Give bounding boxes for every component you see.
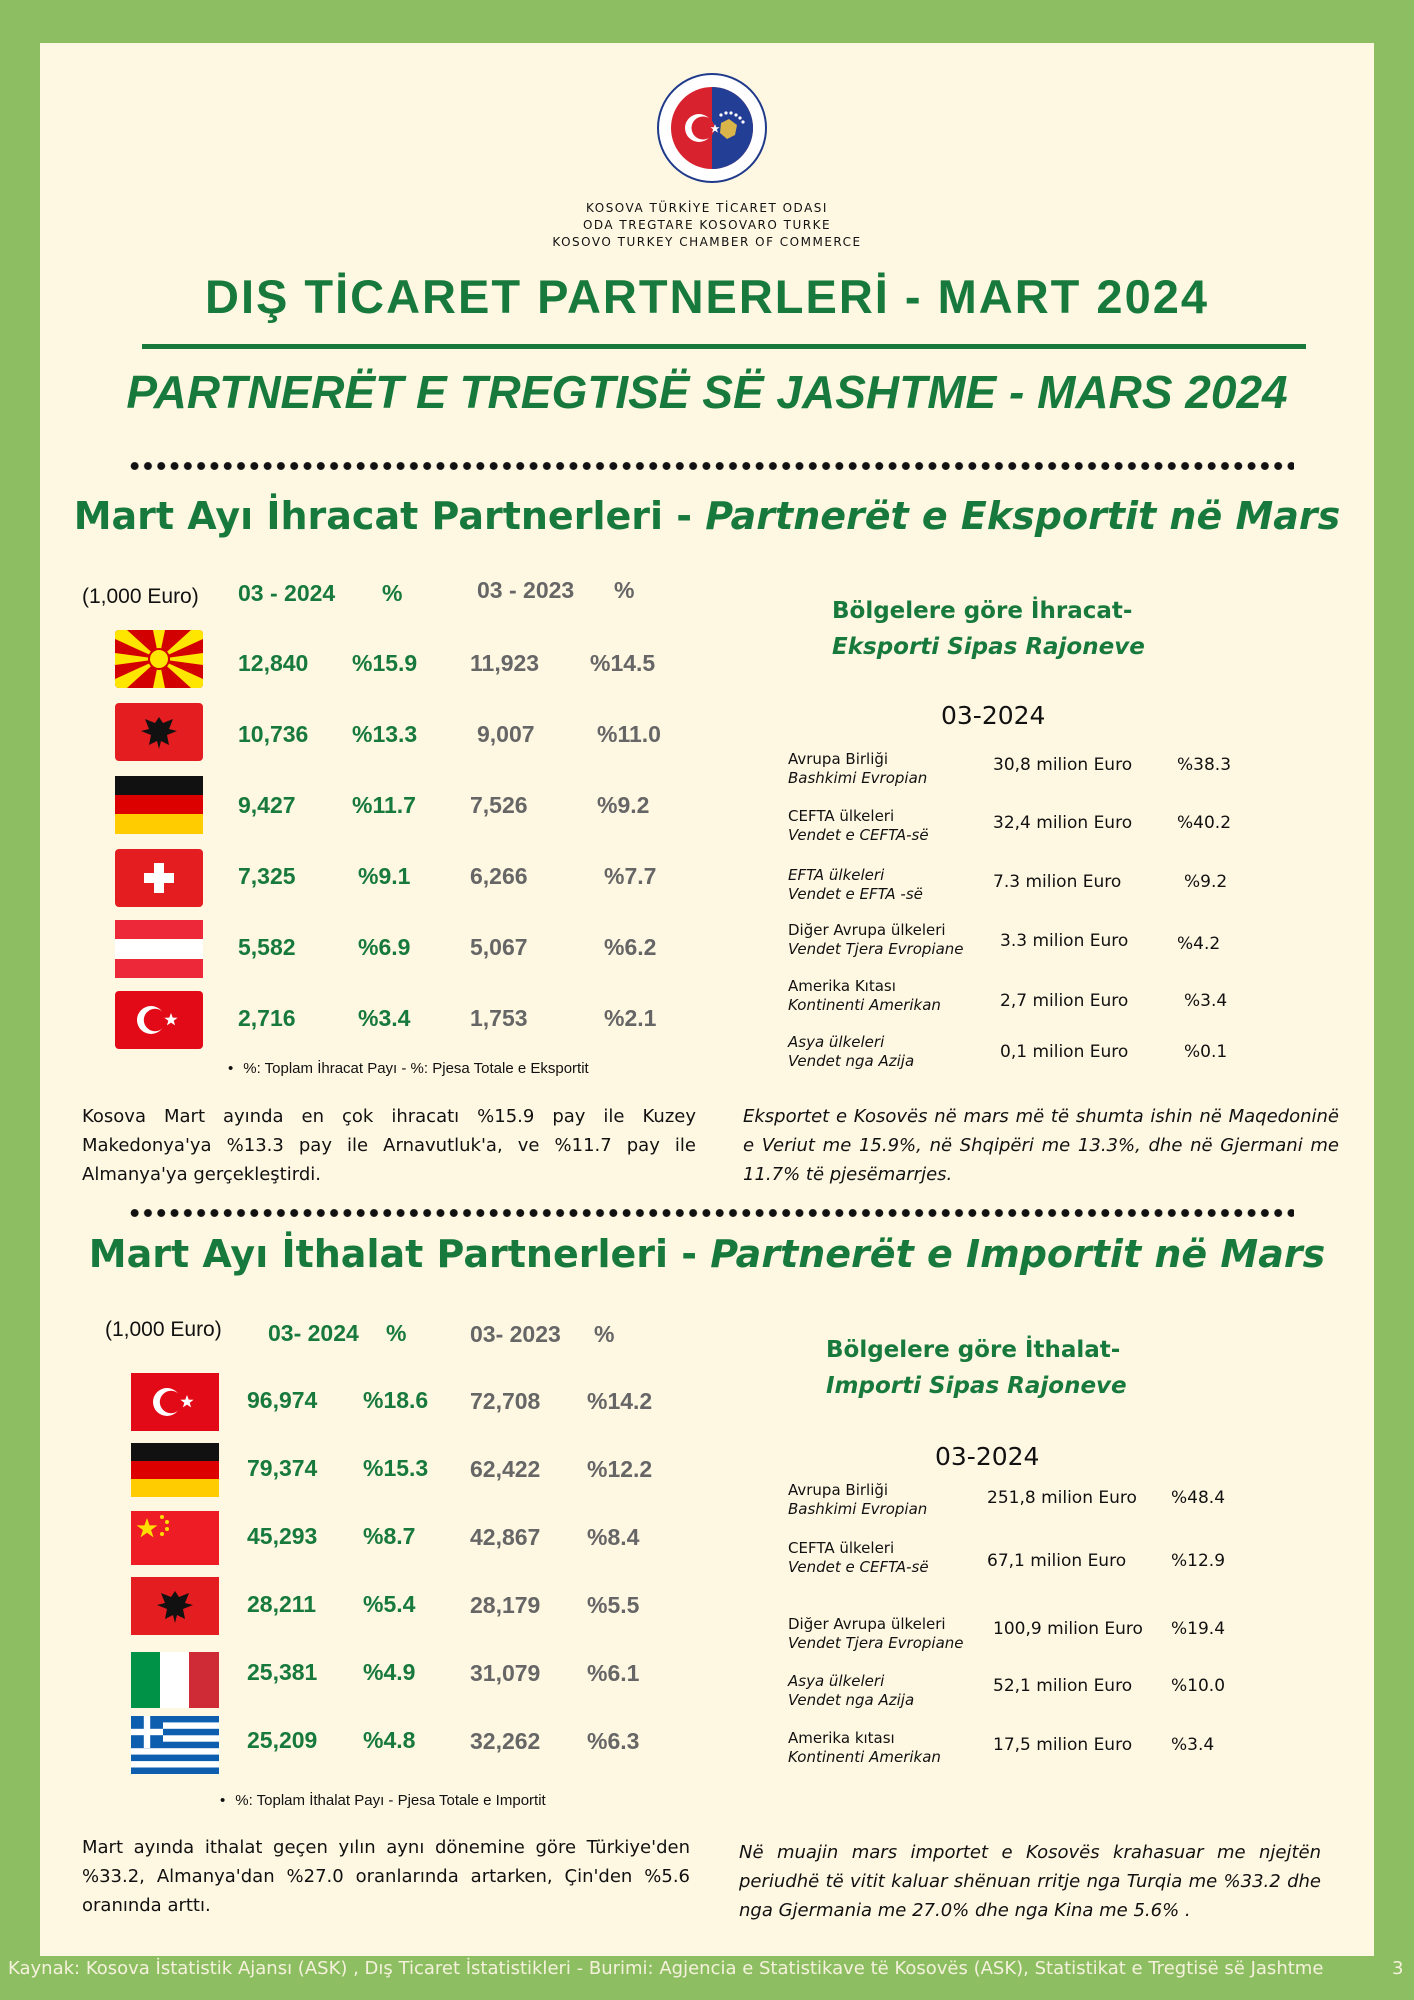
export-region-pct: %3.4 [1184, 991, 1228, 1011]
import-value-2024: 45,293 [247, 1523, 318, 1549]
export-pct-2023: %9.2 [597, 792, 650, 818]
export-region-name: EFTA ülkeleri Vendet e EFTA -së [788, 866, 923, 903]
export-pct-2023: %7.7 [604, 863, 657, 889]
import-value-2023: 72,708 [470, 1388, 541, 1414]
import-region-amount: 251,8 milion Euro [987, 1488, 1137, 1508]
export-value-2024: 9,427 [238, 792, 296, 818]
export-col-2024-pct: % [382, 580, 403, 606]
import-value-2023: 31,079 [470, 1660, 541, 1686]
export-pct-2023: %2.1 [604, 1005, 657, 1031]
import-section-heading: Mart Ayı İthalat Partnerleri - Partnerët e Importit në Mars [88, 1232, 1326, 1276]
export-pct-2023: %11.0 [597, 721, 661, 747]
page-number: 3 [1392, 1958, 1404, 1979]
import-region-name: Diğer Avrupa ülkeleri Vendet Tjera Evropiane [788, 1615, 964, 1652]
export-value-2023: 5,067 [470, 934, 528, 960]
export-region-name: Asya ülkeleri Vendet nga Azija [788, 1033, 915, 1070]
import-pct-2024: %4.8 [363, 1727, 416, 1753]
export-value-2023: 1,753 [470, 1005, 528, 1031]
export-region-pct: %9.2 [1184, 872, 1228, 892]
export-value-2024: 2,716 [238, 1005, 296, 1031]
dotted-divider [128, 460, 1294, 472]
import-pct-2023: %14.2 [587, 1388, 653, 1414]
import-region-pct: %19.4 [1171, 1619, 1226, 1639]
page [40, 43, 1374, 1956]
export-summary-sq: Eksportet e Kosovës në mars më të shumta ishin në Maqedoninë e Veriut me 15.9%, në Shqipëri me 13.3%, dhe në Gjermani me 11.7% të pjesëmarrjes. [743, 1106, 1339, 1185]
dotted-divider [128, 1207, 1294, 1219]
switzerland-flag-icon [115, 849, 203, 907]
export-region-name: Amerika Kıtası Kontinenti Amerikan [788, 977, 941, 1014]
export-col-2024: 03 - 2024 [238, 580, 336, 606]
china-flag-icon [131, 1511, 219, 1565]
albania-flag-icon [115, 703, 203, 761]
export-value-2023: 7,526 [470, 792, 528, 818]
export-region-amount: 3.3 milion Euro [1000, 931, 1129, 951]
import-col-2023: 03- 2023 [470, 1321, 561, 1347]
export-value-2024: 5,582 [238, 934, 296, 960]
import-value-2023: 28,179 [470, 1592, 541, 1618]
import-value-2024: 79,374 [247, 1455, 318, 1481]
import-value-2023: 32,262 [470, 1728, 541, 1754]
export-region-name: CEFTA ülkeleri Vendet e CEFTA-së [788, 807, 929, 844]
import-region-title: Bölgelere göre İthalat- Importi Sipas Rajoneve [826, 1337, 1127, 1399]
export-region-amount: 7.3 milion Euro [993, 872, 1122, 892]
export-pct-2024: %13.3 [352, 721, 418, 747]
import-region-name: Amerika kıtası Kontinenti Amerikan [788, 1729, 941, 1766]
albania-flag-icon [131, 1577, 219, 1635]
export-unit-label: (1,000 Euro) [82, 585, 199, 608]
import-region-pct: %3.4 [1171, 1735, 1215, 1755]
italy-flag-icon [131, 1652, 219, 1708]
export-region-name: Diğer Avrupa ülkeleri Vendet Tjera Evropiane [788, 921, 964, 958]
import-unit-label: (1,000 Euro) [105, 1318, 222, 1341]
import-summary-tr: Mart ayında ithalat geçen yılın aynı dönemine göre Türkiye'den %33.2, Almanya'dan %27.0 oranlarında artarken, Çin'den %5.6 oranında arttı. [82, 1837, 690, 1916]
export-value-2024: 12,840 [238, 650, 309, 676]
export-region-pct: %0.1 [1184, 1042, 1228, 1062]
import-region-name: Avrupa Birliği Bashkimi Evropian [788, 1481, 928, 1518]
export-col-2023-pct: % [614, 577, 635, 603]
export-summary-tr: Kosova Mart ayında en çok ihracatı %15.9 pay ile Kuzey Makedonya'ya %13.3 pay ile Arnavutluk'a, ve %11.7 pay ile Almanya'ya gerçekleştirdi. [82, 1106, 696, 1185]
export-region-period: 03-2024 [941, 701, 1046, 730]
export-pct-2023: %14.5 [590, 650, 656, 676]
import-pct-2024: %5.4 [363, 1591, 416, 1617]
turkey-flag-icon [115, 991, 203, 1049]
org-name-tr: KOSOVA TÜRKİYE TİCARET ODASI [586, 201, 828, 215]
export-region-name: Avrupa Birliği Bashkimi Evropian [788, 750, 928, 787]
export-pct-2024: %15.9 [352, 650, 418, 676]
germany-flag-icon [115, 776, 203, 834]
import-pct-2023: %8.4 [587, 1524, 640, 1550]
import-share-note: • %: Toplam İthalat Payı - Pjesa Totale e Importit [220, 1792, 546, 1809]
import-region-name: CEFTA ülkeleri Vendet e CEFTA-së [788, 1539, 929, 1576]
import-summary-sq: Në muajin mars importet e Kosovës krahasuar me njejtën periudhë të vitit kaluar shënuan rritje nga Turqia me %33.2 dhe nga Gjermania me 27.0% dhe nga Kina me 5.6% . [739, 1842, 1321, 1921]
germany-flag-icon [131, 1443, 219, 1497]
org-name-sq: ODA TREGTARE KOSOVARO TURKE [582, 218, 832, 232]
export-value-2023: 9,007 [477, 721, 535, 747]
title-divider [142, 344, 1306, 349]
import-value-2024: 28,211 [247, 1591, 317, 1617]
greece-flag-icon [131, 1716, 219, 1774]
import-col-2024: 03- 2024 [268, 1320, 359, 1346]
export-region-pct: %40.2 [1177, 813, 1232, 833]
export-pct-2024: %11.7 [352, 792, 416, 818]
export-value-2023: 11,923 [470, 650, 540, 676]
import-col-2024-pct: % [386, 1320, 407, 1346]
page-title-tr: DIŞ TİCARET PARTNERLERİ - MART 2024 [205, 270, 1209, 323]
import-value-2024: 25,209 [247, 1727, 318, 1753]
import-region-amount: 17,5 milion Euro [993, 1735, 1133, 1755]
import-pct-2024: %8.7 [363, 1523, 416, 1549]
turkey-flag-icon [131, 1373, 219, 1431]
import-region-amount: 67,1 milion Euro [987, 1551, 1127, 1571]
export-pct-2024: %6.9 [358, 934, 411, 960]
import-value-2023: 42,867 [470, 1524, 541, 1550]
export-region-pct: %38.3 [1177, 755, 1232, 775]
north-macedonia-flag-icon [115, 630, 203, 688]
export-region-amount: 2,7 milion Euro [1000, 991, 1129, 1011]
import-region-name: Asya ülkeleri Vendet nga Azija [788, 1672, 915, 1709]
export-region-title: Bölgelere göre İhracat- Eksporti Sipas Rajoneve [832, 598, 1145, 660]
footer-source: Kaynak: Kosova İstatistik Ajansı (ASK) , Dış Ticaret İstatistikleri - Burimi: Agjencia e Statistikave të Kosovës (ASK), Statistikat e Tregtisë së Jashtme [8, 1958, 1324, 1979]
chamber-logo-icon [657, 73, 767, 183]
import-pct-2023: %6.1 [587, 1660, 640, 1686]
export-region-amount: 30,8 milion Euro [993, 755, 1133, 775]
export-value-2024: 10,736 [238, 721, 309, 747]
import-pct-2024: %15.3 [363, 1455, 429, 1481]
export-pct-2024: %3.4 [358, 1005, 411, 1031]
export-value-2024: 7,325 [238, 863, 296, 889]
export-pct-2023: %6.2 [604, 934, 657, 960]
import-region-pct: %12.9 [1171, 1551, 1226, 1571]
import-region-pct: %10.0 [1171, 1676, 1226, 1696]
import-region-period: 03-2024 [935, 1442, 1040, 1471]
import-pct-2023: %12.2 [587, 1456, 653, 1482]
export-value-2023: 6,266 [470, 863, 528, 889]
import-col-2023-pct: % [594, 1321, 615, 1347]
export-region-amount: 0,1 milion Euro [1000, 1042, 1129, 1062]
org-name-en: KOSOVO TURKEY CHAMBER OF COMMERCE [552, 235, 862, 249]
import-value-2023: 62,422 [470, 1456, 541, 1482]
export-col-2023: 03 - 2023 [477, 577, 575, 603]
page-title-sq: PARTNERËT E TREGTISË SË JASHTME - MARS 2024 [126, 366, 1288, 418]
import-region-pct: %48.4 [1171, 1488, 1226, 1508]
import-pct-2023: %5.5 [587, 1592, 640, 1618]
austria-flag-icon [115, 920, 203, 978]
export-region-pct: %4.2 [1177, 934, 1221, 954]
import-pct-2024: %4.9 [363, 1659, 416, 1685]
export-pct-2024: %9.1 [358, 863, 411, 889]
export-section-heading: Mart Ayı İhracat Partnerleri - Partnerët e Eksportit në Mars [73, 494, 1341, 538]
import-value-2024: 25,381 [247, 1659, 318, 1685]
import-region-amount: 100,9 milion Euro [993, 1619, 1143, 1639]
import-value-2024: 96,974 [247, 1387, 318, 1413]
import-region-amount: 52,1 milion Euro [993, 1676, 1133, 1696]
import-pct-2023: %6.3 [587, 1728, 640, 1754]
export-region-amount: 32,4 milion Euro [993, 813, 1133, 833]
import-pct-2024: %18.6 [363, 1387, 429, 1413]
export-share-note: • %: Toplam İhracat Payı - %: Pjesa Totale e Eksportit [228, 1060, 589, 1077]
